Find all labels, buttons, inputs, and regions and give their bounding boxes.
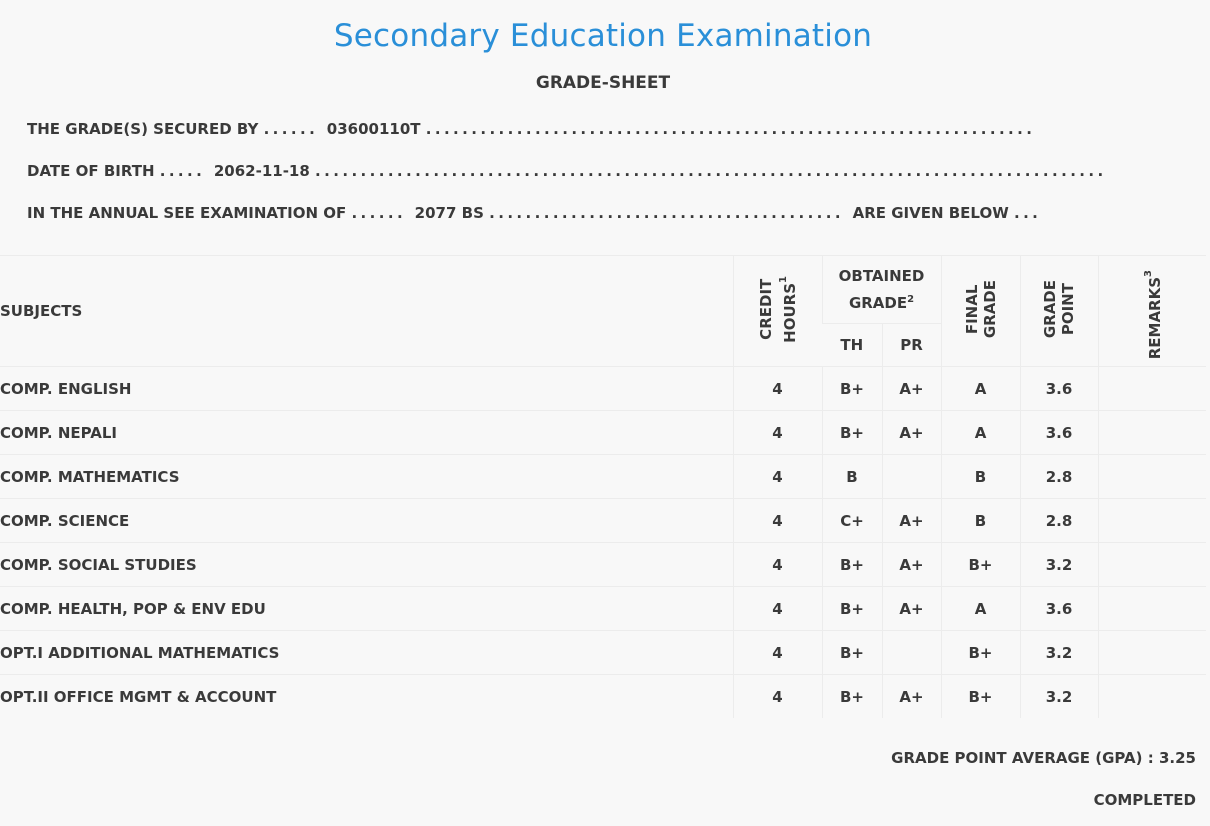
exam-line (27, 204, 1041, 222)
th-grade-cell: B+ (822, 675, 882, 719)
table-row (0, 587, 1206, 631)
credit-hours-cell: 4 (733, 499, 822, 543)
grade-point-cell: 3.6 (1020, 587, 1098, 631)
final-grade-header: FINAL GRADE (941, 256, 1020, 367)
credit-hours-cell: 4 (733, 631, 822, 675)
remarks-cell (1098, 411, 1206, 455)
subject-cell: COMP. NEPALI (0, 411, 733, 455)
credit-hours-cell: 4 (733, 675, 822, 719)
secured-by-label: THE GRADE(S) SECURED BY (27, 120, 259, 138)
grade-point-cell: 3.6 (1020, 411, 1098, 455)
final-grade-cell: A (941, 587, 1020, 631)
dot-leader: ...... (351, 204, 415, 222)
final-grade-cell: B (941, 455, 1020, 499)
grade-point-header: GRADE POINT (1020, 256, 1098, 367)
remarks-cell (1098, 367, 1206, 411)
remarks-cell (1098, 543, 1206, 587)
dot-leader: ....................................... (489, 204, 853, 222)
pr-grade-cell: A+ (882, 543, 941, 587)
table-row (0, 543, 1206, 587)
credit-hours-cell: 4 (733, 411, 822, 455)
grade-rows (0, 367, 1206, 719)
page-title: Secondary Education Examination (333, 18, 873, 54)
credit-hours-cell: 4 (733, 543, 822, 587)
grades-table (0, 255, 1206, 718)
table-row (0, 631, 1206, 675)
pr-grade-cell: A+ (882, 499, 941, 543)
dot-leader: ................................................................... (425, 120, 1036, 138)
exam-year: 2077 BS (414, 204, 484, 222)
dob-label: DATE OF BIRTH (27, 162, 155, 180)
gpa-value: 3.25 (1158, 749, 1196, 767)
subject-cell: OPT.II OFFICE MGMT & ACCOUNT (0, 675, 733, 719)
table-row (0, 499, 1206, 543)
pr-grade-cell: A+ (882, 367, 941, 411)
remarks-header: REMARKS$^3$ (1098, 256, 1206, 367)
th-grade-cell: B+ (822, 411, 882, 455)
dot-leader: ..... (159, 162, 214, 180)
exam-label: IN THE ANNUAL SEE EXAMINATION OF (27, 204, 347, 222)
th-grade-cell: B+ (822, 587, 882, 631)
remarks-cell (1098, 631, 1206, 675)
pr-grade-cell: A+ (882, 587, 941, 631)
pr-grade-cell (882, 455, 941, 499)
remarks-cell (1098, 455, 1206, 499)
subjects-header: SUBJECTS (0, 256, 733, 367)
th-grade-cell: C+ (822, 499, 882, 543)
pr-header: PR (882, 324, 941, 367)
exam-suffix: ARE GIVEN BELOW (852, 204, 1009, 222)
grade-point-cell: 3.2 (1020, 543, 1098, 587)
subject-cell: COMP. SCIENCE (0, 499, 733, 543)
result-status: COMPLETED (1093, 791, 1196, 809)
subject-cell: COMP. HEALTH, POP & ENV EDU (0, 587, 733, 631)
grade-point-cell: 3.6 (1020, 367, 1098, 411)
remarks-cell (1098, 499, 1206, 543)
final-grade-cell: A (941, 411, 1020, 455)
subject-cell: COMP. SOCIAL STUDIES (0, 543, 733, 587)
subject-cell: OPT.I ADDITIONAL MATHEMATICS (0, 631, 733, 675)
remarks-cell (1098, 587, 1206, 631)
pr-grade-cell: A+ (882, 675, 941, 719)
dot-leader: ... (1013, 204, 1042, 222)
dob-value: 2062-11-18 (213, 162, 310, 180)
date-of-birth-line (27, 162, 1107, 180)
gpa-summary (891, 749, 1196, 767)
final-grade-cell: B+ (941, 675, 1020, 719)
dot-leader: ...... (263, 120, 327, 138)
grade-point-cell: 3.2 (1020, 675, 1098, 719)
secured-by-line (27, 120, 1035, 138)
subject-cell: COMP. ENGLISH (0, 367, 733, 411)
credit-hours-header: CREDIT HOURS$^1$ (733, 256, 822, 367)
grade-point-cell: 3.2 (1020, 631, 1098, 675)
th-grade-cell: B+ (822, 543, 882, 587)
final-grade-cell: B (941, 499, 1020, 543)
credit-hours-cell: 4 (733, 587, 822, 631)
remarks-cell (1098, 675, 1206, 719)
pr-grade-cell (882, 631, 941, 675)
obtained-grade-header: OBTAINED GRADE$^2$ (822, 256, 941, 324)
pr-grade-cell: A+ (882, 411, 941, 455)
dot-leader: ....................................................................................... (315, 162, 1107, 180)
table-row (0, 411, 1206, 455)
table-row (0, 675, 1206, 719)
gpa-label: GRADE POINT AVERAGE (GPA) : (891, 749, 1154, 767)
symbol-number: 03600110T (326, 120, 421, 138)
credit-hours-cell: 4 (733, 367, 822, 411)
th-grade-cell: B (822, 455, 882, 499)
grade-point-cell: 2.8 (1020, 455, 1098, 499)
subject-cell: COMP. MATHEMATICS (0, 455, 733, 499)
credit-hours-cell: 4 (733, 455, 822, 499)
grade-sheet-heading: GRADE-SHEET (535, 73, 671, 93)
th-header: TH (822, 324, 882, 367)
final-grade-cell: B+ (941, 543, 1020, 587)
th-grade-cell: B+ (822, 367, 882, 411)
th-grade-cell: B+ (822, 631, 882, 675)
grade-point-cell: 2.8 (1020, 499, 1098, 543)
table-row (0, 455, 1206, 499)
table-row (0, 367, 1206, 411)
final-grade-cell: B+ (941, 631, 1020, 675)
final-grade-cell: A (941, 367, 1020, 411)
